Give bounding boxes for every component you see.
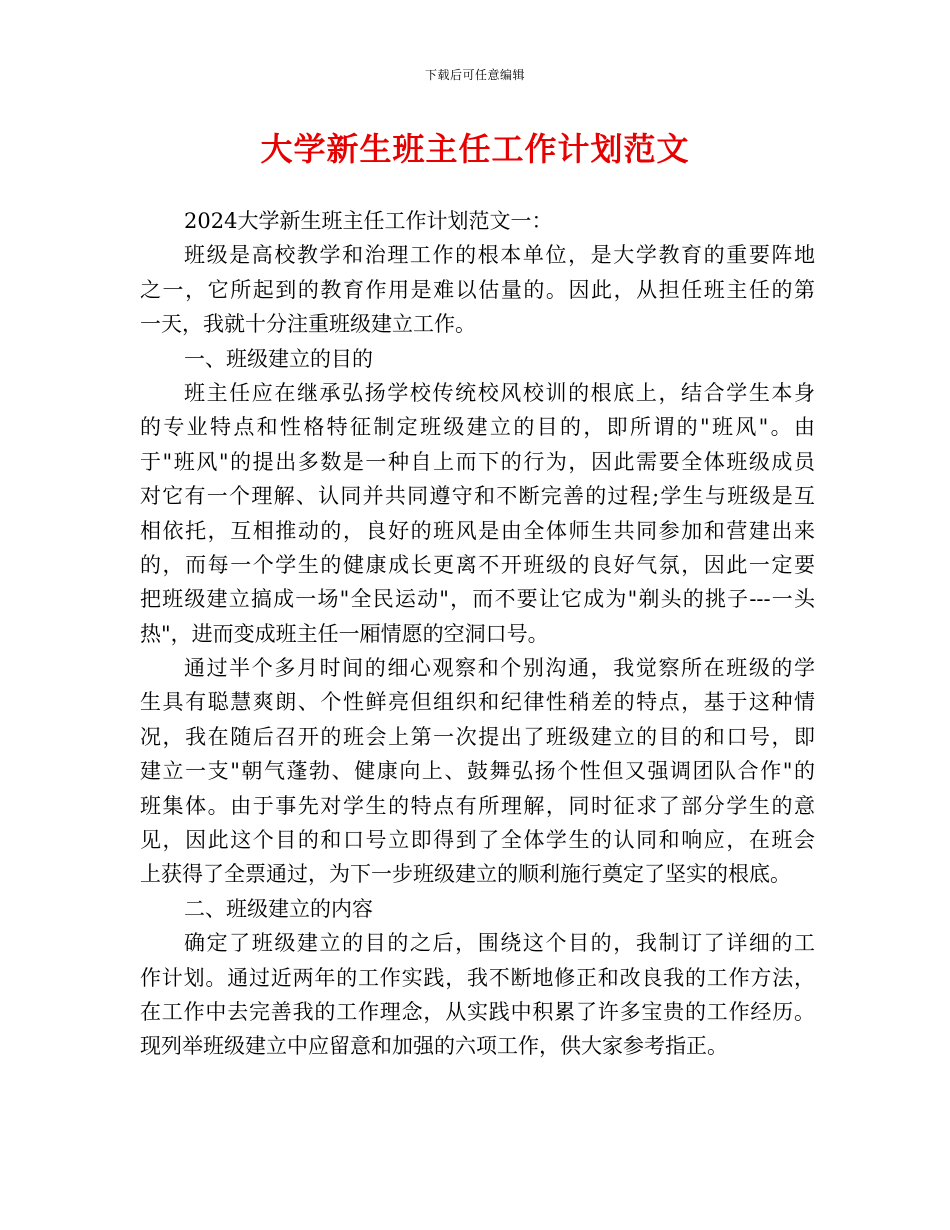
- paragraph-line: 班集体。由于事先对学生的特点有所理解，同时征求了部分学生的意: [140, 793, 815, 818]
- paragraph-line: 相依托，互相推动的，良好的班风是由全体师生共同参加和营建出来: [140, 518, 815, 543]
- paragraph-line: 热"，进而变成班主任一厢情愿的空洞口号。: [140, 621, 549, 646]
- paragraph-line: 一天，我就十分注重班级建立工作。: [140, 312, 476, 337]
- paragraph-line: 对它有一个理解、认同并共同遵守和不断完善的过程;学生与班级是互: [140, 484, 815, 509]
- paragraph-line: 把班级建立搞成一场"全民运动"，而不要让它成为"剃头的挑子---一头: [140, 587, 815, 612]
- paragraph-line: 生具有聪慧爽朗、个性鲜亮但组织和纪律性稍差的特点，基于这种情: [140, 690, 815, 715]
- paragraph-line: 通过半个多月时间的细心观察和个别沟通，我觉察所在班级的学: [184, 656, 815, 681]
- paragraph-line: 的，而每一个学生的健康成长更离不开班级的良好气氛，因此一定要: [140, 552, 815, 577]
- document-title: 大学新生班主任工作计划范文: [260, 130, 690, 168]
- paragraph-line: 的专业特点和性格特征制定班级建立的目的，即所谓的"班风"。由: [140, 415, 815, 440]
- paragraph-line: 之一，它所起到的教育作用是难以估量的。因此，从担任班主任的第: [140, 277, 815, 302]
- paragraph-line: 确定了班级建立的目的之后，围绕这个目的，我制订了详细的工: [184, 931, 815, 956]
- paragraph-line: 建立一支"朝气蓬勃、健康向上、鼓舞弘扬个性但又强调团队合作"的: [140, 759, 815, 784]
- paragraph-line: 作计划。通过近两年的工作实践，我不断地修正和改良我的工作方法，: [140, 965, 815, 990]
- subtitle-line: 2024大学新生班主任工作计划范文一：: [184, 209, 553, 233]
- paragraph-line: 现列举班级建立中应留意和加强的六项工作，供大家参考指正。: [140, 1034, 728, 1059]
- paragraph-line: 见，因此这个目的和口号立即得到了全体学生的认同和响应，在班会: [140, 828, 815, 853]
- paragraph-line: 况，我在随后召开的班会上第一次提出了班级建立的目的和口号，即: [140, 724, 815, 749]
- paragraph-line: 于"班风"的提出多数是一种自上而下的行为，因此需要全体班级成员: [140, 449, 815, 474]
- section-heading: 一、班级建立的目的: [184, 346, 373, 371]
- paragraph-line: 上获得了全票通过，为下一步班级建立的顺利施行奠定了坚实的根底。: [140, 862, 791, 887]
- document-body: [140, 204, 815, 1064]
- paragraph-line: 在工作中去完善我的工作理念，从实践中积累了许多宝贵的工作经历。: [140, 999, 815, 1024]
- paragraph-line: 班级是高校教学和治理工作的根本单位，是大学教育的重要阵地: [184, 243, 815, 268]
- section-heading: 二、班级建立的内容: [184, 896, 373, 921]
- paragraph-line: 班主任应在继承弘扬学校传统校风校训的根底上，结合学生本身: [184, 380, 815, 405]
- header-note: 下载后可任意编辑: [424, 68, 525, 82]
